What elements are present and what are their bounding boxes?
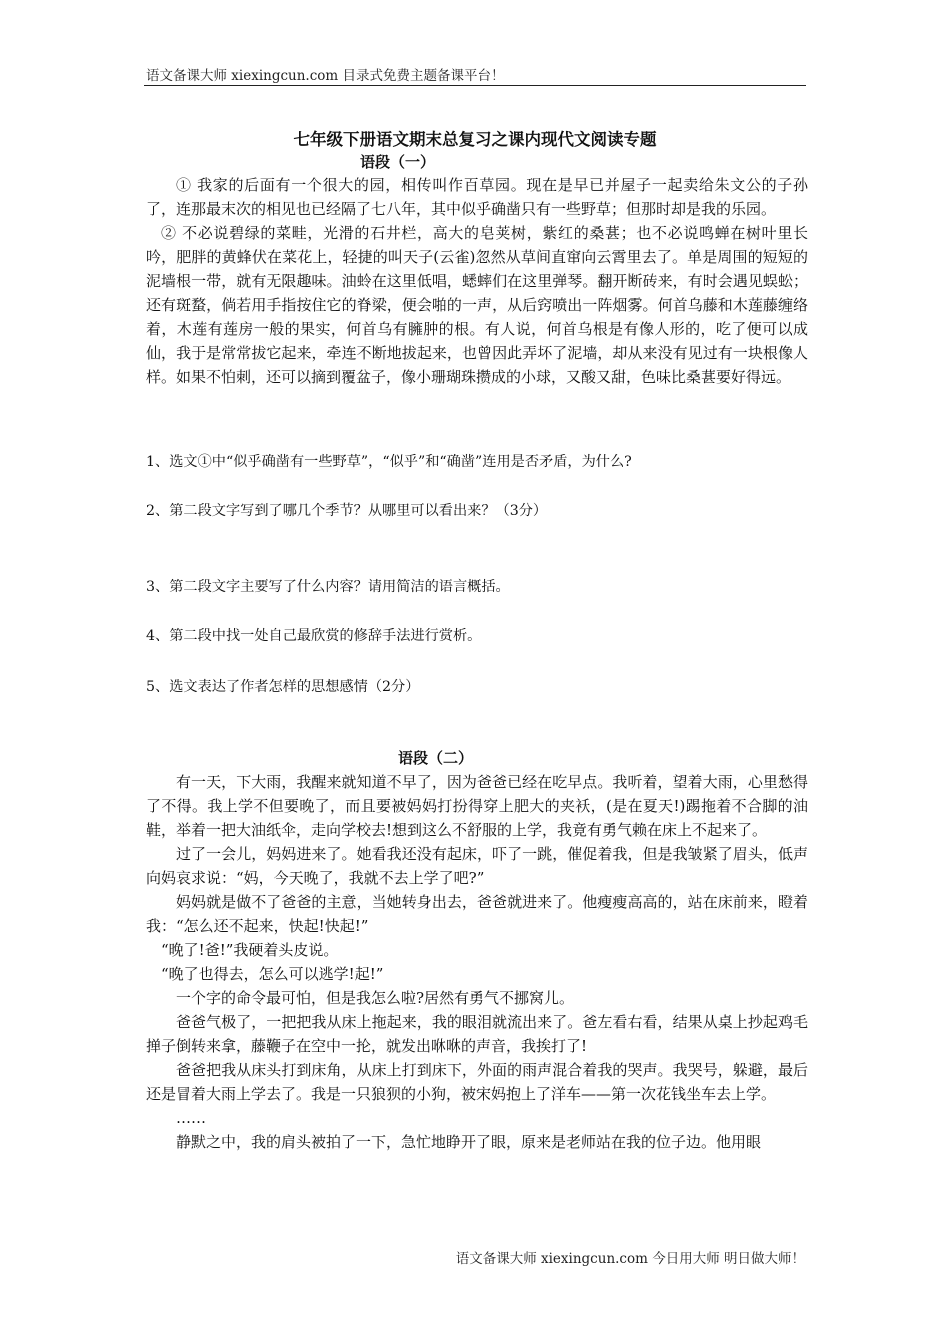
section1-heading: 语段（一） — [360, 153, 436, 171]
section2-paragraph-8: 爸爸把我从床头打到床角，从床上打到床下，外面的雨声混合着我的哭声。我哭号，躲避，最后还是冒着大雨上学去了。我是一只狼狈的小狗，被宋妈抱上了洋车——第一次花钱坐车去上学。 — [146, 1061, 808, 1103]
section2-ellipsis: …… — [176, 1109, 206, 1127]
header-divider — [144, 85, 806, 86]
section1-question-4: 4、第二段中找一处自己最欣赏的修辞手法进行赏析。 — [146, 628, 482, 644]
section2-paragraph-3: 妈妈就是做不了爸爸的主意，当她转身出去，爸爸就进来了。他瘦瘦高高的，站在床前来，瞪着我：“怎么还不起来，快起!快起!” — [146, 893, 808, 935]
section1-question-3: 3、第二段文字主要写了什么内容？请用简洁的语言概括。 — [146, 579, 510, 595]
section2-heading: 语段（二） — [398, 749, 474, 767]
page-title: 七年级下册语文期末总复习之课内现代文阅读专题 — [293, 130, 657, 149]
section1-question-1: 1、选文①中“似乎确凿有一些野草”，“似乎”和“确凿”连用是否矛盾，为什么? — [146, 454, 632, 470]
page-header: 语文备课大师 xiexingcun.com 目录式免费主题备课平台！ — [146, 68, 505, 84]
section2-paragraph-4: “晚了!爸!”我硬着头皮说。 — [161, 941, 339, 959]
section2-paragraph-9: 静默之中，我的肩头被拍了一下，急忙地睁开了眼，原来是老师站在我的位子边。他用眼 — [176, 1133, 762, 1151]
section2-paragraph-1: 有一天，下大雨，我醒来就知道不早了，因为爸爸已经在吃早点。我听着，望着大雨，心里愁得了不得。我上学不但要晚了，而且要被妈妈打扮得穿上肥大的夹袄，(是在夏天!)踢拖着不合脚的油鞋，举着一把大油纸伞，走向学校去!想到这么不舒服的上学，我竟有勇气赖在床上不起来了。 — [146, 773, 808, 839]
section1-question-2: 2、第二段文字写到了哪几个季节？从哪里可以看出来？（3分） — [146, 503, 548, 519]
section2-paragraph-7: 爸爸气极了，一把把我从床上拖起来，我的眼泪就流出来了。爸左看右看，结果从桌上抄起鸡毛掸子倒转来拿，藤鞭子在空中一抡，就发出咻咻的声音，我挨打了! — [146, 1013, 808, 1055]
section2-paragraph-2: 过了一会儿，妈妈进来了。她看我还没有起床，吓了一跳，催促着我，但是我皱紧了眉头，低声向妈哀求说：“妈，今天晚了，我就不去上学了吧?” — [146, 845, 808, 887]
section2-paragraph-6: 一个字的命令最可怕，但是我怎么啦?居然有勇气不挪窝儿。 — [176, 989, 575, 1007]
section1-question-5: 5、选文表达了作者怎样的思想感情（2分） — [146, 679, 420, 695]
section2-paragraph-5: “晚了也得去，怎么可以逃学!起!” — [161, 965, 384, 983]
section2-passage — [146, 770, 808, 1154]
page-footer: 语文备课大师 xiexingcun.com 今日用大师 明日做大师！ — [455, 1251, 805, 1267]
section1-paragraph-2: ② 不必说碧绿的菜畦，光滑的石井栏，高大的皂荚树，紫红的桑葚；也不必说鸣蝉在树叶里长吟，肥胖的黄蜂伏在菜花上，轻捷的叫天子(云雀)忽然从草间直窜向云霄里去了。单是周围的短短的泥墙根一带，就有无限趣味。油蛉在这里低唱，蟋蟀们在这里弹琴。翻开断砖来，有时会遇见蜈蚣；还有斑蝥，倘若用手指按住它的脊梁，便会啪的一声，从后窍喷出一阵烟雾。何首乌藤和木莲藤缠络着，木莲有莲房一般的果实，何首乌有臃肿的根。有人说，何首乌根是有像人形的，吃了便可以成仙，我于是常常拔它起来，牵连不断地拔起来，也曾因此弄坏了泥墙，却从来没有见过有一块根像人样。如果不怕刺，还可以摘到覆盆子，像小珊瑚珠攒成的小球，又酸又甜，色味比桑葚要好得远。 — [146, 224, 808, 386]
section1-passage — [146, 173, 808, 389]
section1-paragraph-1: ① 我家的后面有一个很大的园，相传叫作百草园。现在是早已并屋子一起卖给朱文公的子孙了，连那最末次的相见也已经隔了七八年，其中似乎确凿只有一些野草；但那时却是我的乐园。 — [146, 176, 808, 218]
